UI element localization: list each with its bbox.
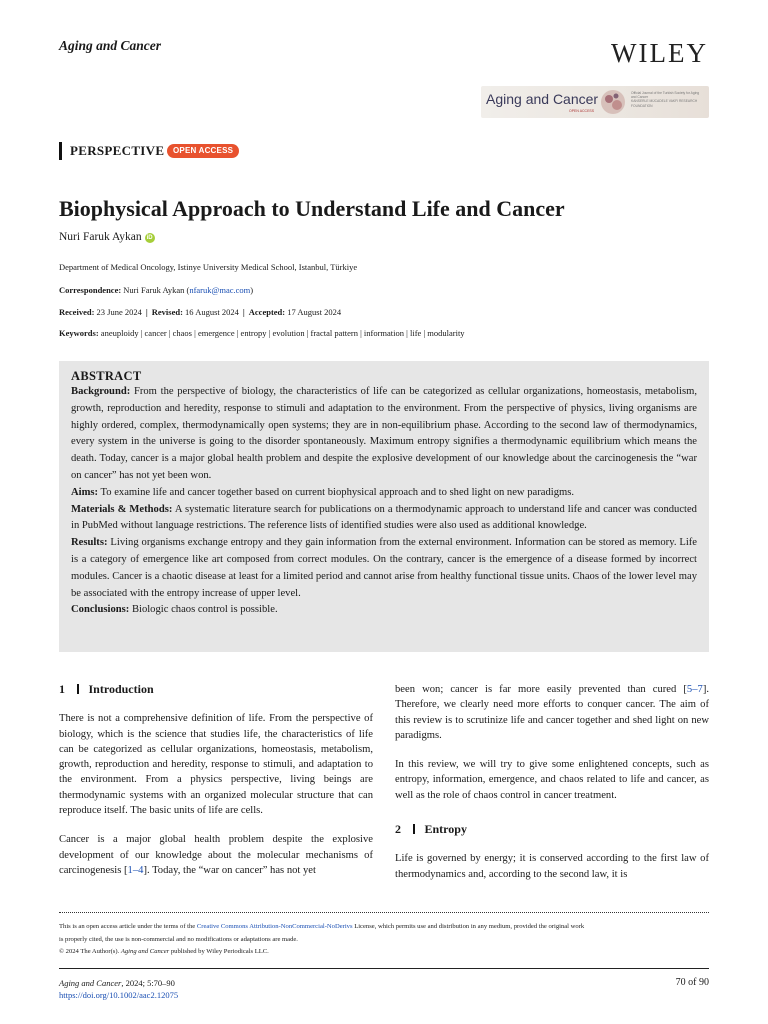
citation: Aging and Cancer, 2024; 5:70–90 https://doi.org/10.1002/aac2.12075 [59,978,179,1000]
citation-link[interactable]: 1–4 [127,864,144,876]
author-line [59,231,155,243]
wiley-logo[interactable]: WILEY [611,38,708,68]
footer-divider [59,968,709,969]
abstract-aims: Aims: To examine life and cancer together based on current biophysical approach and to shed light on new paradigms. [71,486,575,498]
journal-title: Aging and Cancer [59,38,162,53]
section-heading-introduction: 1 Introduction [59,682,154,696]
abstract-box [59,361,709,652]
page-number: 70 of 90 [675,977,709,988]
email-link[interactable]: nfaruk@mac.com [189,285,251,295]
paragraph: Cancer is a major global health problem despite the explosive development of our knowledge about the molecular mechanisms of carcinogenesis [1–4]. Today, the “war on cancer” has not yet [59,834,373,876]
banner-subtitle: OPEN ACCESS [569,109,595,113]
journal-banner[interactable] [481,86,709,118]
license-note: This is an open access article under the terms of the Creative Commons Attribution-NonCommercial-NoDerivs License, which permits use and distribution in any medium, provided the original work [59,923,585,930]
paragraph: been won; cancer is far more easily prevented than cured [5–7]. Therefore, we clearly need more efforts to conquer cancer. The aim of this review is to scrutinize life and cancer together and shed light on new paradigms. [395,684,709,741]
article-title: Biophysical Approach to Understand Life and Cancer [59,196,565,221]
article-type: PERSPECTIVE [70,143,165,158]
article-dates: Received: 23 June 2024 | Revised: 16 August 2024 | Accepted: 17 August 2024 [59,307,342,317]
accepted-date: 17 August 2024 [287,307,342,317]
license-note-line2: is properly cited, the use is non-commercial and no modifications or adaptations are made. [59,936,298,943]
cell-illustration-icon [599,88,627,116]
abstract-background: Background: From the perspective of biology, the characteristics of life can be categorized as cellular organizations, homeostasis, metabolism, growth, reproduction and heredity, response to stimuli and adaptation to the environment. From the perspective of physics, living organisms are highly ordered, complex, thermodynamically open systems; they are in non-equilibrium phase. According to the second law of thermodynamics, every system in the universe is going to the disorder spontaneously. Maximum entropy signifies a thermodynamic equilibrium which means the death. Today, cancer is a major global health problem and despite the explosive development of our knowledge about the carcinogenesis the “war on cancer” has not yet been won. [71,386,697,481]
copyright: © 2024 The Author(s). Aging and Cancer published by Wiley Periodicals LLC. [59,948,269,955]
paragraph: There is not a comprehensive definition of life. From the perspective of biology, which is the science that studies life, the characteristics of life can be categorized as cellular organizations, homeostasis, metabolism, growth, reproduction and heredity, response to stimuli, and adaptation to the environment. From a physics perspective, living beings are thermodynamic systems with an organized molecular structure that can reproduce itself. The basic units of life are cells. [59,713,373,817]
section-heading-entropy: 2 Entropy [395,822,467,837]
paragraph: In this review, we will try to give some enlightened concepts, such as entropy, information, emergence, and chaos related to life and cancer, as well as the role of chaos control in cancer treatment. [395,759,709,801]
article-type-marker [59,142,62,160]
right-column [395,682,709,882]
paragraph: Life is governed by energy; it is conserved according to the first law of thermodynamics and, according to the second law, it is [395,853,709,880]
affiliation: Department of Medical Oncology, Istinye University Medical School, Istanbul, Türkiye [59,262,358,272]
orcid-icon[interactable]: iD [146,235,153,241]
left-column [59,682,373,878]
footnote-divider [59,912,709,913]
doi-link[interactable]: https://doi.org/10.1002/aac2.12075 [59,990,179,1000]
keywords: Keywords: aneuploidy | cancer | chaos | emergence | entropy | evolution | fractal pattern | information | life | modularity [59,328,465,338]
abstract-methods: Materials & Methods: A systematic literature search for publications on a thermodynamic approach to understand life and cancer was conducted in PubMed without language restrictions. The reference lists of identified studies were also used as additional knowledge. [71,503,697,532]
open-access-badge: OPEN ACCESS [167,144,239,158]
abstract-results: Results: Living organisms exchange entropy and they gain information from the external environment. Information can be stored as memory. Life is a category of emergence like art composed from correct modules. On the contrary, cancer is the emergence of a disease formed by incorrect modules. Cancer is a chaotic disease at least for a limited period and cannot arise from healthy functional tissue units. Chaos of the lower level may be associated with the entropy increase of upper level. [71,537,698,599]
revised-date: 16 August 2024 [185,307,239,317]
banner-foundation: Official Journal of the Turkish Society for Aging and Cancer KANSERLE MÜCADELE VAKFI RESEARCH FOUNDATION [631,91,700,108]
license-link[interactable]: Creative Commons Attribution-NonCommercial-NoDerivs [196,923,353,930]
correspondence: Correspondence: Nuri Faruk Aykan (nfaruk@mac.com) [59,285,254,295]
banner-title: Aging and Cancer [486,91,599,107]
received-date: 23 June 2024 [96,307,142,317]
citation-link[interactable]: 5–7 [686,684,703,695]
author-name[interactable]: Nuri Faruk Aykan [59,231,142,243]
abstract-heading: ABSTRACT [71,369,142,383]
abstract-conclusions: Conclusions: Biologic chaos control is possible. [71,604,278,616]
